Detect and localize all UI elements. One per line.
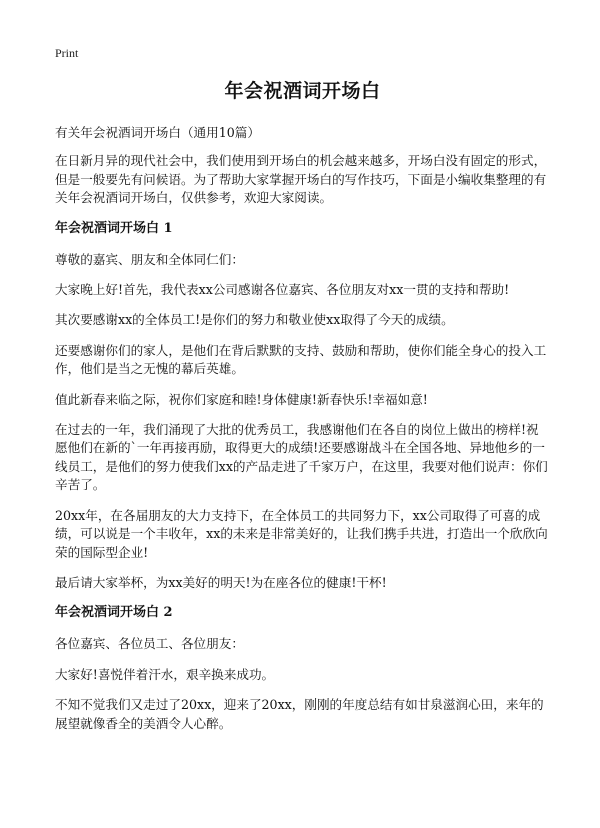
section-heading: 年会祝酒词开场白 2: [55, 605, 173, 621]
paragraph: 大家晚上好!首先，我代表xx公司感谢各位嘉宾、各位朋友对xx一贯的支持和帮助!: [55, 282, 510, 298]
paragraph: 最后请大家举杯，为xx美好的明天!为在座各位的健康!干杯!: [55, 574, 387, 590]
subtitle: 有关年会祝酒词开场白（通用10篇）: [55, 125, 260, 140]
paragraph: 尊敬的嘉宾、朋友和全体同仁们：: [55, 251, 244, 267]
page-title: 年会祝酒词开场白: [224, 80, 381, 102]
paragraph: 在过去的一年，我们涌现了大批的优秀员工，我感谢他们在各自的岗位上做出的榜样!祝愿他们在新的`一年再接再励，取得更大的成绩!还要感谢战斗在全国各地、异地他乡的一线员工，是他们的努力使我们xx的产品走进了千家万户，在这里，我要对他们说声：你们辛苦了。: [55, 422, 548, 493]
paragraph: 20xx年，在各届朋友的大力支持下，在全体员工的共同努力下，xx公司取得了可喜的成绩，可以说是一个丰收年，xx的未来是非常美好的，让我们携手共进，打造出一个欣欣向荣的国际型企业!: [55, 507, 548, 560]
document-body: [55, 78, 550, 745]
paragraph: 还要感谢你们的家人，是他们在背后默默的支持、鼓励和帮助，使你们能全身心的投入工作，他们是当之无愧的幕后英雄。: [55, 342, 547, 377]
paragraph: 其次要感谢xx的全体员工!是你们的努力和敬业使xx取得了今天的成绩。: [55, 312, 454, 328]
paragraph: 不知不觉我们又走过了20xx，迎来了20xx，刚刚的年度总结有如甘泉滋润心田，来年的展望就像香全的美酒令人心醉。: [55, 697, 544, 731]
paragraph: 值此新春来临之际，祝你们家庭和睦!身体健康!新春快乐!幸福如意!: [55, 391, 428, 407]
intro-paragraph: 在日新月异的现代社会中，我们使用到开场白的机会越来越多，开场白没有固定的形式，但是一般要先有问候语。为了帮助大家掌握开场白的写作技巧，下面是小编收集整理的有关年会祝酒词开场白，仅供参考，欢迎大家阅读。: [55, 153, 547, 206]
section-heading: 年会祝酒词开场白 1: [55, 220, 173, 236]
paragraph: 各位嘉宾、各位员工、各位朋友：: [55, 636, 244, 652]
paragraph: 大家好!喜悦伴着汗水，艰辛换来成功。: [55, 666, 275, 682]
print-link[interactable]: Print: [55, 46, 79, 60]
